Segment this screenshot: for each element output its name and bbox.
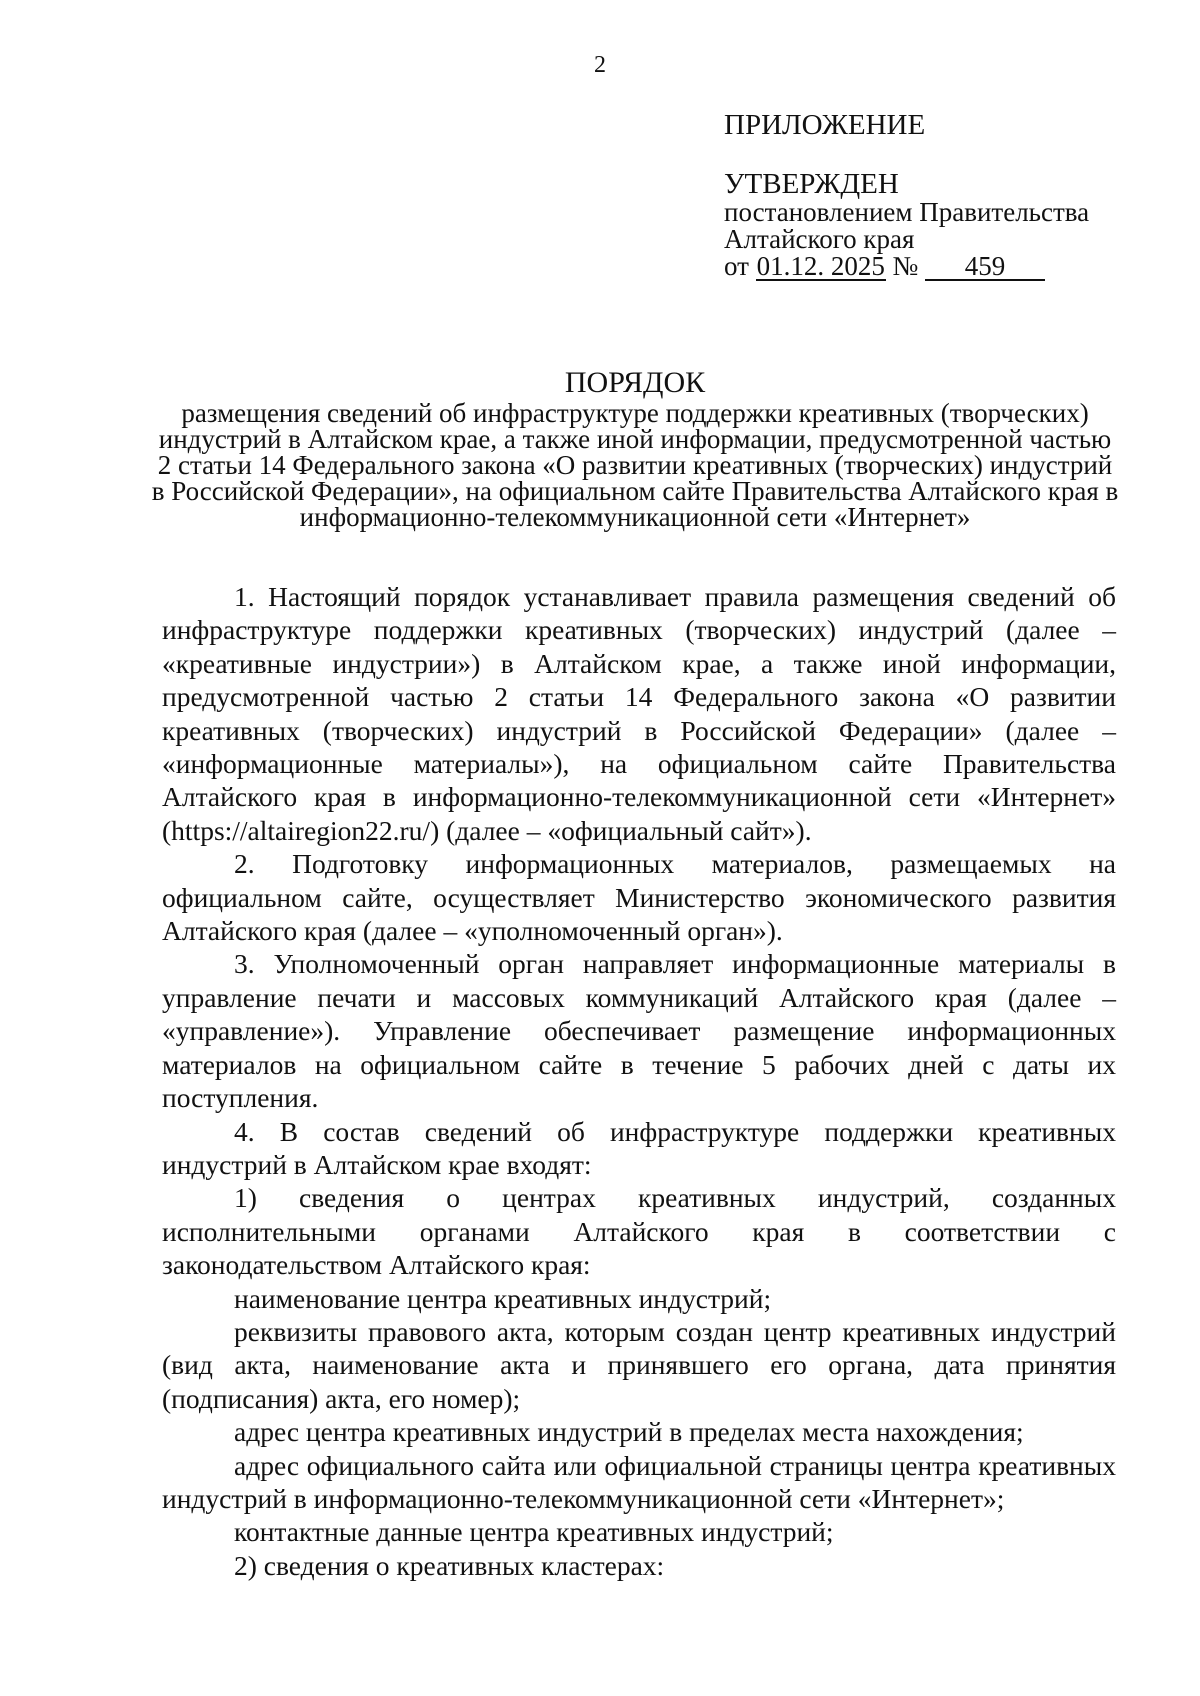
paragraph-3: 3. Уполномоченный орган направляет информационные материалы в управление печати и массовых коммуникаций Алтайского края (далее – «управление»). Управление обеспечивает размещение информационных материалов на официальном сайте в течение 5 рабочих дней с даты их поступления. [162,948,1116,1114]
approval-block [724,109,1144,281]
list-item-1: 1) сведения о центрах креативных индустрий, созданных исполнительными органами Алтайского края в соответствии с законодательством Алтайского края: [162,1182,1116,1281]
list-item-2: 2) сведения о креативных кластерах: [234,1549,665,1581]
paragraph-1: 1. Настоящий порядок устанавливает правила размещения сведений об инфраструктуре поддержки креативных (творческих) индустрий (далее – «креативные индустрии») в Алтайском крае, а также иной информации, предусмотренной частью 2 статьи 14 Федерального закона «О развитии креативных (творческих) индустрий в Российской Федерации» (далее – «информационные материалы»), на официальном сайте Правительства Алтайского края в информационно-телекоммуникационной сети «Интернет» (https://altairegion22.ru/) (далее – «официальный сайт»). [162,581,1116,846]
appendix-label: ПРИЛОЖЕНИЕ [724,109,926,141]
document-heading [150,366,1120,530]
document-title: ПОРЯДОК [564,366,706,399]
approval-line-2: Алтайского края [724,224,915,254]
document-body [162,580,1116,1582]
list-subitem-website: адрес официального сайта или официальной страницы центра креативных индустрий в информационно-телекоммуникационной сети «Интернет»; [162,1449,1116,1514]
page-number: 2 [594,52,606,78]
list-subitem-contacts: контактные данные центра креативных индустрий; [234,1516,834,1548]
list-subitem-details: реквизиты правового акта, которым создан центр креативных индустрий (вид акта, наименование акта и принявшего его органа, дата принятия (подписания) акта, его номер); [162,1315,1116,1414]
approval-line-1: постановлением Правительства [724,197,1090,227]
document-subtitle: размещения сведений об инфраструктуре поддержки креативных (творческих) индустрий в Алтайском крае, а также иной информации, предусмотренной частью 2 статьи 14 Федерального закона «О развитии креативных (творческих) индустрий в Российской Федерации», на официальном сайте Правительства Алтайского края в информационно-телекоммуникационной сети «Интернет» [151,398,1119,532]
paragraph-4: 4. В состав сведений об инфраструктуре поддержки креативных индустрий в Алтайском крае входят: [162,1115,1116,1180]
approval-number: 459 [925,253,1045,281]
approved-label: УТВЕРЖДЕН [724,168,899,200]
approval-date-line [724,253,1144,281]
list-subitem-address: адрес центра креативных индустрий в пределах места нахождения; [234,1416,1024,1448]
list-subitem-name: наименование центра креативных индустрий; [234,1282,772,1314]
number-sign: № [892,251,919,281]
from-label: от [724,251,749,281]
approval-date: 01.12. 2025 [756,251,885,281]
paragraph-2: 2. Подготовку информационных материалов, размещаемых на официальном сайте, осуществляет Министерство экономического развития Алтайского края (далее – «уполномоченный орган»). [162,848,1116,947]
